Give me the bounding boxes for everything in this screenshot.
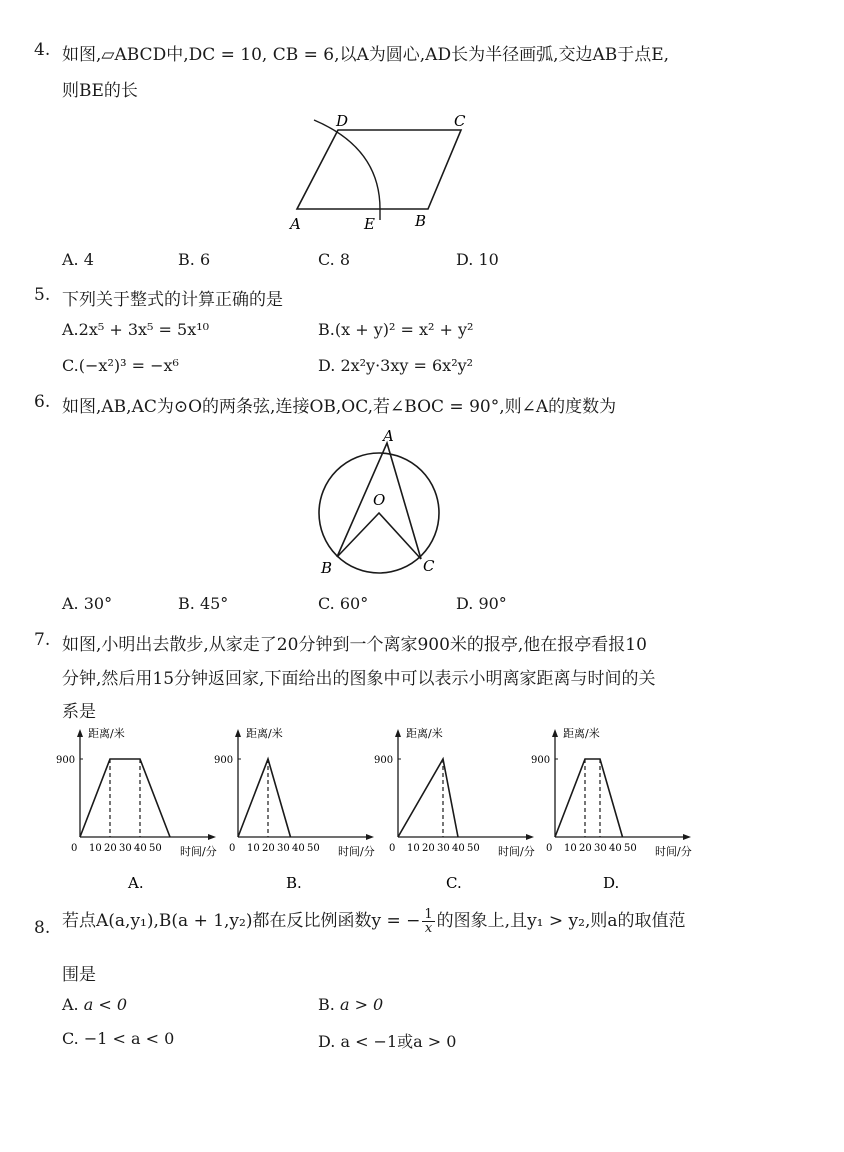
x-axis-label: 时间/分 [498, 845, 535, 858]
x-tick-label: 50 [624, 843, 637, 854]
x-tick-label: 30 [119, 843, 132, 854]
q4-option-b[interactable]: B. 6 [178, 250, 211, 269]
x-tick-label: 20 [262, 843, 275, 854]
q5-option-c[interactable]: C.(−x²)³ = −x⁶ [62, 356, 179, 375]
y-axis-arrow [552, 729, 558, 737]
q8-stem-part1: 若点A(a,y₁),B(a + 1,y₂)都在反比例函数y = − [62, 911, 421, 931]
q7-graph-a [50, 725, 225, 893]
graph-letter: A. [128, 874, 144, 892]
q7-graph-d [525, 725, 700, 893]
x-axis-label: 时间/分 [180, 845, 217, 858]
q5-option-d[interactable]: D. 2x²y·3xy = 6x²y² [318, 356, 474, 375]
x-axis-label: 时间/分 [338, 845, 375, 858]
distance-time-line [80, 759, 170, 837]
y-tick-label: 900 [214, 755, 234, 766]
q6-label-O: O [373, 491, 386, 509]
q4-label-C: C [454, 112, 466, 130]
q5-option-b[interactable]: B.(x + y)² = x² + y² [318, 320, 474, 339]
q6-label-B: B [321, 559, 333, 577]
x-tick-label: 50 [149, 843, 162, 854]
q4-option-a[interactable]: A. 4 [62, 250, 94, 269]
x-tick-label: 0 [71, 843, 78, 854]
q8-option-a[interactable]: A. a < 0 [62, 995, 128, 1014]
x-tick-label: 0 [389, 843, 396, 854]
y-axis-arrow [77, 729, 83, 737]
q8-stem-line1 [62, 906, 686, 935]
q6-option-a[interactable]: A. 30° [62, 594, 113, 613]
x-tick-label: 10 [89, 843, 102, 854]
x-tick-label: 40 [292, 843, 305, 854]
x-tick-label: 40 [609, 843, 622, 854]
x-tick-label: 10 [407, 843, 420, 854]
q8-option-c[interactable]: C. −1 < a < 0 [62, 1029, 175, 1048]
x-axis-label: 时间/分 [655, 845, 692, 858]
x-axis-arrow [683, 834, 691, 840]
y-axis-label: 距离/米 [88, 727, 125, 740]
x-tick-label: 20 [579, 843, 592, 854]
graph-letter: B. [286, 874, 302, 892]
q7-graph-c [368, 725, 543, 893]
q4-label-B: B [415, 212, 427, 230]
q4-label-A: A [290, 215, 301, 233]
x-tick-label: 10 [247, 843, 260, 854]
q7-stem-line3: 系是 [62, 702, 96, 722]
q7-number: 7. [34, 630, 51, 650]
q7-stem-line1: 如图,小明出去散步,从家走了20分钟到一个离家900米的报亭,他在报亭看报10 [62, 635, 647, 655]
q5-number: 5. [34, 285, 51, 305]
q6-circle-figure [305, 425, 455, 585]
q7-graph-b [208, 725, 383, 893]
q4-label-D: D [336, 112, 349, 130]
q4-stem-line2: 则BE的长 [62, 81, 138, 101]
x-tick-label: 0 [546, 843, 553, 854]
q8-option-d[interactable]: D. a < −1或a > 0 [318, 1032, 457, 1051]
x-tick-label: 50 [467, 843, 480, 854]
q4-stem-line1: 如图,▱ABCD中,DC = 10, CB = 6,以A为圆心,AD长为半径画弧,交边AB于点E, [62, 45, 670, 65]
q6-label-A: A [383, 427, 394, 445]
q8-stem-line2: 围是 [62, 965, 96, 985]
x-tick-label: 30 [437, 843, 450, 854]
q6-label-C: C [423, 557, 435, 575]
q4-option-d[interactable]: D. 10 [456, 250, 499, 269]
q8-number: 8. [34, 918, 51, 938]
graph-letter: D. [603, 874, 620, 892]
x-tick-label: 40 [452, 843, 465, 854]
distance-time-line [398, 759, 458, 837]
q8-option-b[interactable]: B. a > 0 [318, 995, 384, 1014]
distance-time-line [238, 759, 291, 837]
x-tick-label: 0 [229, 843, 236, 854]
q4-parallelogram-figure [280, 108, 480, 238]
q4-number: 4. [34, 40, 51, 60]
x-tick-label: 40 [134, 843, 147, 854]
y-tick-label: 900 [56, 755, 76, 766]
q6-option-c[interactable]: C. 60° [318, 594, 369, 613]
q6-option-d[interactable]: D. 90° [456, 594, 507, 613]
x-tick-label: 30 [594, 843, 607, 854]
q4-option-c[interactable]: C. 8 [318, 250, 351, 269]
y-axis-label: 距离/米 [246, 727, 283, 740]
q5-option-a[interactable]: A.2x⁵ + 3x⁵ = 5x¹⁰ [62, 320, 210, 339]
y-axis-arrow [235, 729, 241, 737]
q4-label-E: E [364, 215, 375, 233]
y-axis-arrow [395, 729, 401, 737]
q6-stem: 如图,AB,AC为⊙O的两条弦,连接OB,OC,若∠BOC = 90°,则∠A的度数为 [62, 397, 617, 417]
q6-option-b[interactable]: B. 45° [178, 594, 229, 613]
x-tick-label: 20 [422, 843, 435, 854]
y-axis-label: 距离/米 [563, 727, 600, 740]
x-tick-label: 30 [277, 843, 290, 854]
distance-time-line [555, 759, 623, 837]
x-tick-label: 20 [104, 843, 117, 854]
q6-number: 6. [34, 392, 51, 412]
q7-graphs [0, 725, 844, 895]
y-tick-label: 900 [374, 755, 394, 766]
q7-stem-line2: 分钟,然后用15分钟返回家,下面给出的图象中可以表示小明离家距离与时间的关 [62, 669, 656, 689]
x-tick-label: 50 [307, 843, 320, 854]
q8-fraction: $\frac{1}{x}$ [424, 907, 433, 936]
x-tick-label: 10 [564, 843, 577, 854]
q8-stem-part2: 的图象上,且y₁ > y₂,则a的取值范 [436, 911, 686, 931]
y-axis-label: 距离/米 [406, 727, 443, 740]
y-tick-label: 900 [531, 755, 551, 766]
graph-letter: C. [446, 874, 462, 892]
q5-stem: 下列关于整式的计算正确的是 [62, 290, 283, 310]
